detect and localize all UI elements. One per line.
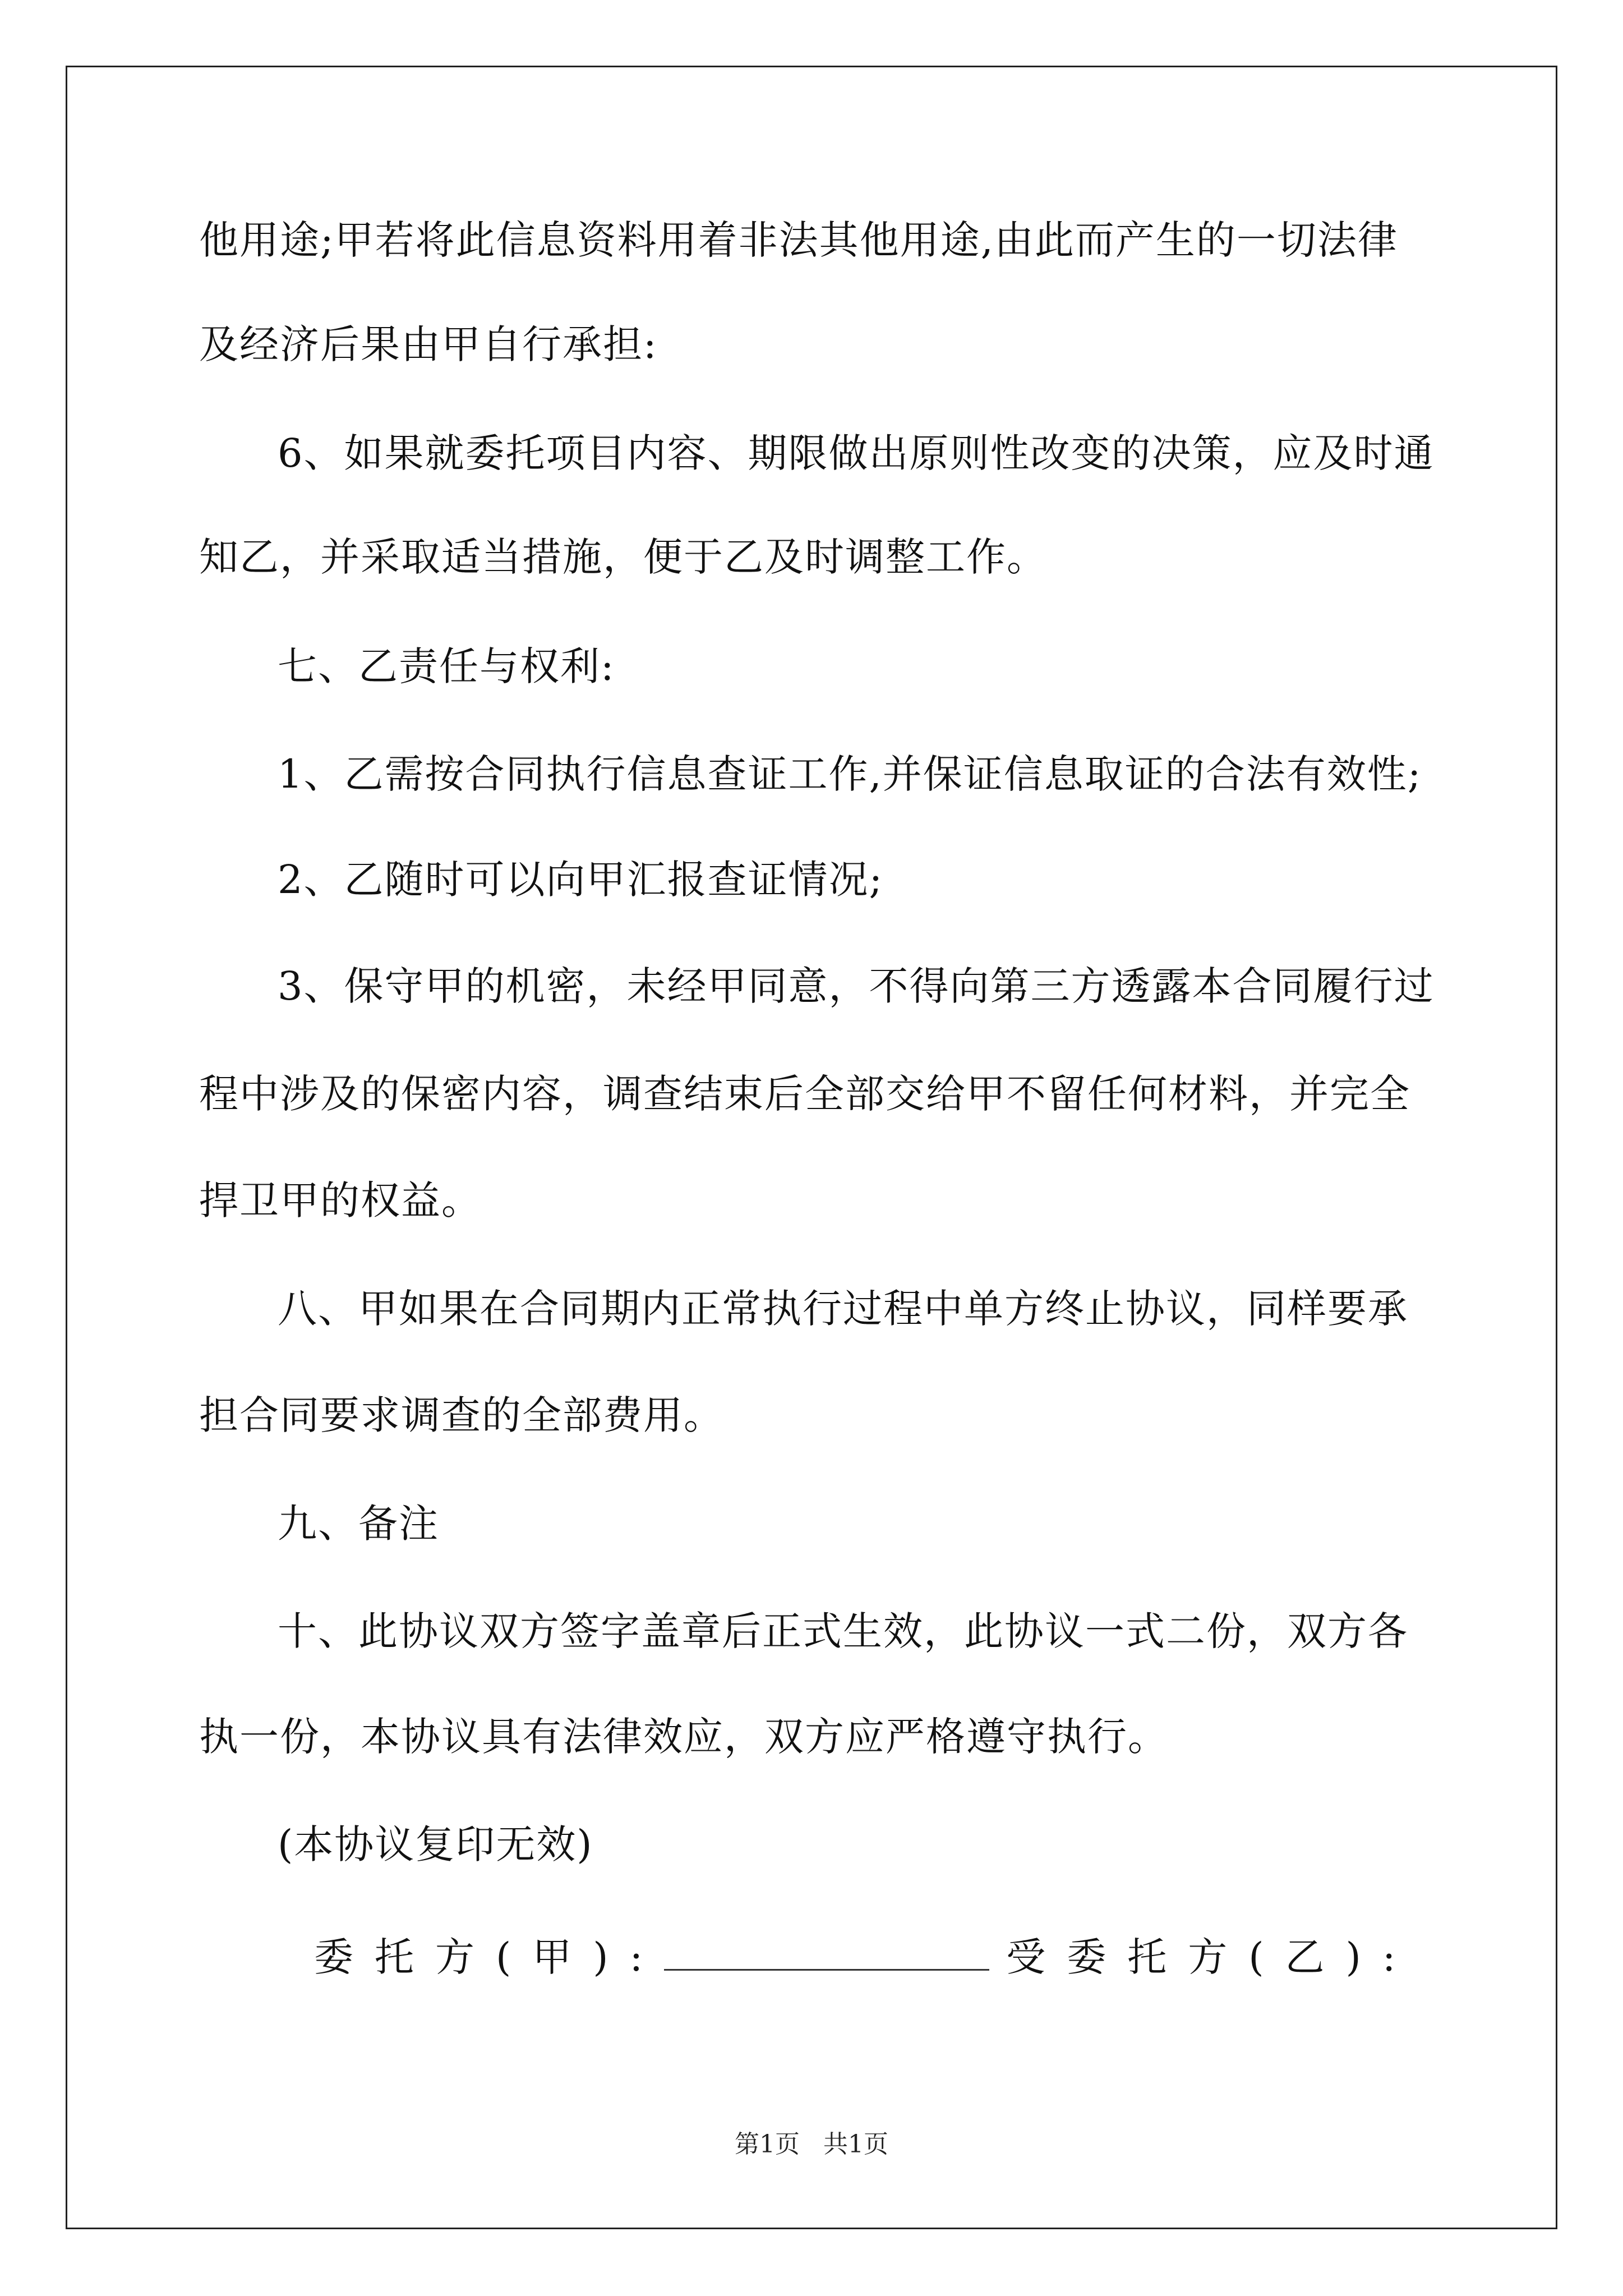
text-line-8: 3、保守甲的机密，未经甲同意，不得向第三方透露本合同履行过 bbox=[278, 963, 1435, 1009]
page-footer bbox=[0, 2129, 1623, 2160]
text-line-16: (本协议复印无效) bbox=[278, 1821, 593, 1867]
text-line-11: 八、甲如果在合同期内正常执行过程中单方终止协议，同样要承 bbox=[278, 1286, 1408, 1332]
text-line-12: 担合同要求调查的全部费用。 bbox=[199, 1392, 724, 1438]
page-border bbox=[66, 66, 1557, 2229]
text-line-13: 九、备注 bbox=[278, 1501, 439, 1547]
text-line-7: 2、乙随时可以向甲汇报查证情况; bbox=[278, 857, 884, 903]
text-line-14: 十、此协议双方签字盖章后正式生效，此协议一式二份，双方各 bbox=[278, 1608, 1408, 1654]
party-a-label: 委托方(甲): bbox=[314, 1934, 665, 1980]
text-line-6: 1、乙需按合同执行信息查证工作,并保证信息取证的合法有效性; bbox=[278, 751, 1422, 797]
text-line-15: 执一份，本协议具有法律效应，双方应严格遵守执行。 bbox=[199, 1714, 1168, 1760]
page-number: 第1页 bbox=[735, 2130, 800, 2159]
signature-row bbox=[314, 1930, 1436, 1997]
page-total: 共1页 bbox=[823, 2130, 888, 2159]
party-a-signature-line bbox=[664, 1930, 989, 1971]
text-line-9: 程中涉及的保密内容，调查结束后全部交给甲不留任何材料，并完全 bbox=[199, 1071, 1410, 1117]
text-line-4: 知乙，并采取适当措施，便于乙及时调整工作。 bbox=[199, 534, 1047, 580]
text-line-10: 捍卫甲的权益。 bbox=[199, 1177, 482, 1223]
text-line-1: 他用途;甲若将此信息资料用着非法其他用途,由此而产生的一切法律 bbox=[199, 217, 1398, 263]
text-line-3: 6、如果就委托项目内容、期限做出原则性改变的决策，应及时通 bbox=[278, 430, 1435, 476]
text-line-5: 七、乙责任与权利: bbox=[278, 643, 615, 689]
text-line-2: 及经济后果由甲自行承担: bbox=[199, 321, 658, 367]
party-b-label: 受委托方(乙): bbox=[1006, 1934, 1417, 1980]
